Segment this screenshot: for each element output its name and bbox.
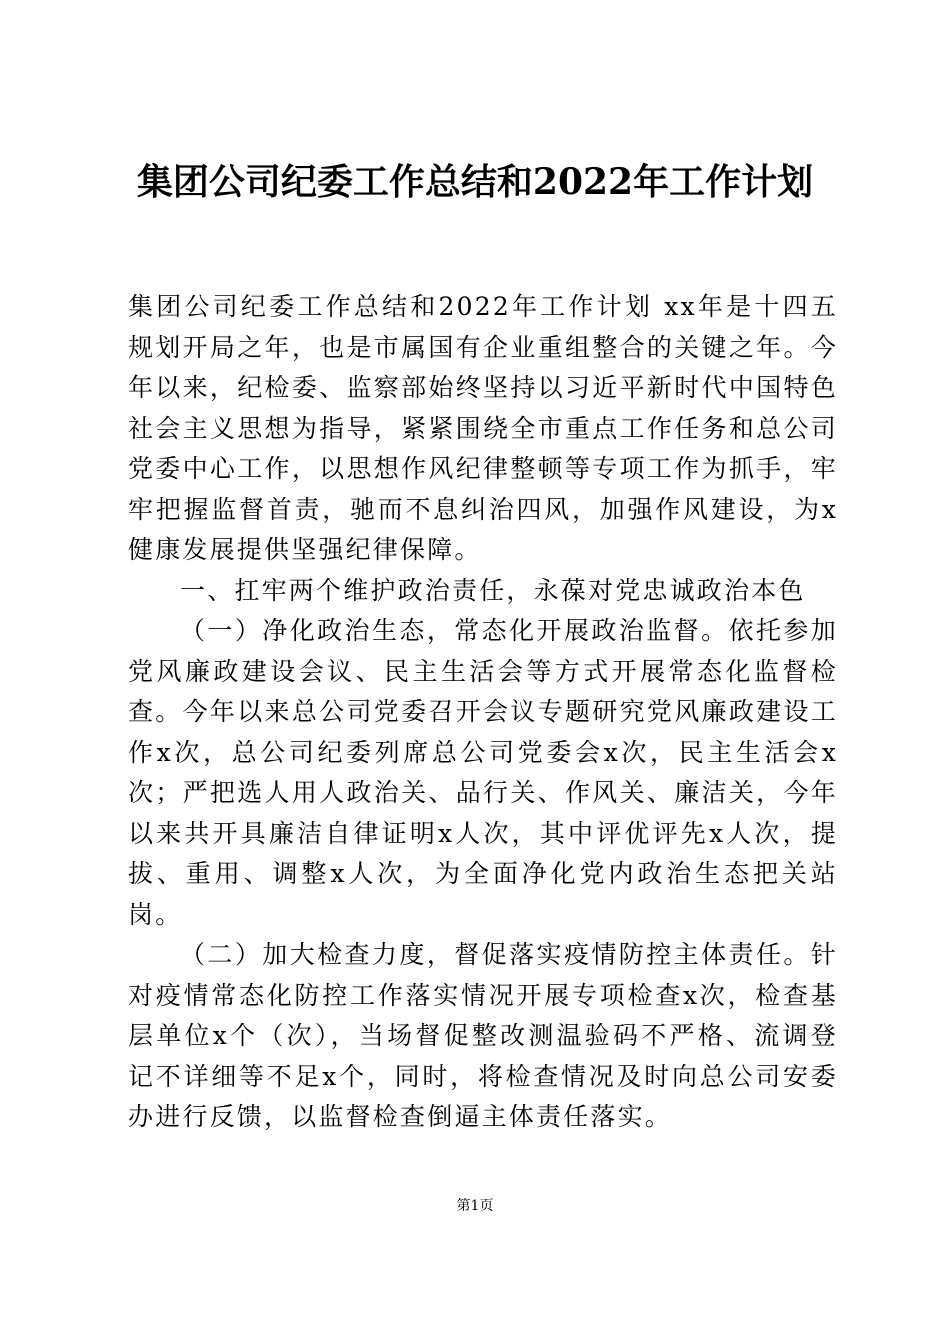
intro-paragraph: 集团公司纪委工作总结和2022年工作计划 xx年是十四五规划开局之年，也是市属国有企业重组整合的关键之年。今年以来，纪检委、监察部始终坚持以习近平新时代中国特色社会主义思想为指导，紧紧围绕全市重点工作任务和总公司党委中心工作，以思想作风纪律整顿等专项工作为抓手，牢牢把握监督首责，驰而不息纠治四风，加强作风建设，为x健康发展提供坚强纪律保障。 [128,292,838,564]
subsection-paragraph-1: （一）净化政治生态，常态化开展政治监督。依托参加党风廉政建设会议、民主生活会等方式开展常态化监督检查。今年以来总公司党委召开会议专题研究党风廉政建设工作x次，总公司纪委列席总公司党委会x次，民主生活会x次；严把选人用人政治关、品行关、作风关、廉洁关，今年以来共开具廉洁自律证明x人次，其中评优评先x人次，提拔、重用、调整x人次，为全面净化党内政治生态把关站岗。 [128,616,838,929]
page-number: 第1页 [456,1198,494,1214]
document-title: 集团公司纪委工作总结和2022年工作计划 [136,161,814,203]
section-heading-1: 一、扛牢两个维护政治责任，永葆对党忠诚政治本色 [180,575,806,605]
subsection-paragraph-2: （二）加大检查力度，督促落实疫情防控主体责任。针对疫情常态化防控工作落实情况开展专项检查x次，检查基层单位x个（次），当场督促整改测温验码不严格、流调登记不详细等不足x个，同时，将检查情况及时向总公司安委办进行反馈，以监督检查倒逼主体责任落实。 [128,940,838,1131]
document-body [128,287,838,1138]
